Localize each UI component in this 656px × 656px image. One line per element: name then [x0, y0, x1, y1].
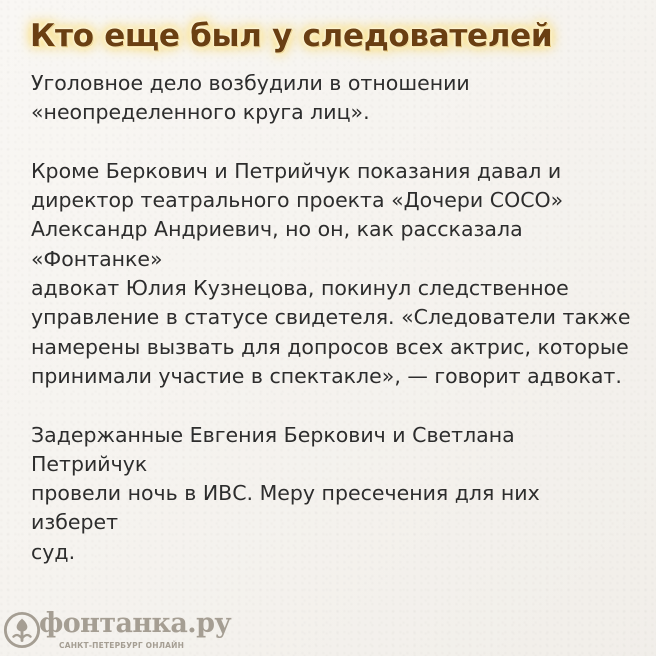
fontanka-logo-icon [3, 611, 41, 649]
paragraph-line: намерены вызвать для допросов всех актрис, которые [31, 334, 629, 359]
paragraph-line: Задержанные Евгения Беркович и Светлана Петрийчук [31, 422, 515, 476]
paragraph-line: принимали участие в спектакле», — говорит адвокат. [31, 363, 622, 388]
logo-wordmark: фонтанка.ру [39, 608, 232, 639]
paragraph-3 [31, 421, 631, 567]
paragraph-2 [31, 157, 631, 391]
headline: Кто еще был у следователей [30, 18, 553, 54]
paragraph-line: управление в статусе свидетеля. «Следователи также [31, 305, 631, 330]
article-body [31, 69, 631, 596]
paragraph-line: провели ночь в ИВС. Меру пресечения для них изберет [31, 481, 540, 535]
paragraph-line: «неопределенного круга лиц». [31, 100, 370, 125]
paragraph-line: суд. [31, 539, 76, 564]
paragraph-1 [31, 69, 631, 128]
paragraph-line: адвокат Юлия Кузнецова, покинул следственное [31, 276, 569, 301]
fontanka-logo [3, 608, 232, 653]
logo-tagline: САНКТ-ПЕТЕРБУРГ ОНЛАЙН [59, 641, 185, 650]
paragraph-line: Уголовное дело возбудили в отношении [31, 71, 470, 95]
paragraph-line: Александр Андриевич, но он, как рассказала «Фонтанке» [31, 217, 523, 271]
paragraph-line: директор театрального проекта «Дочери СОСО» [31, 188, 564, 213]
paragraph-line: Кроме Беркович и Петрийчук показания давал и [31, 158, 562, 183]
